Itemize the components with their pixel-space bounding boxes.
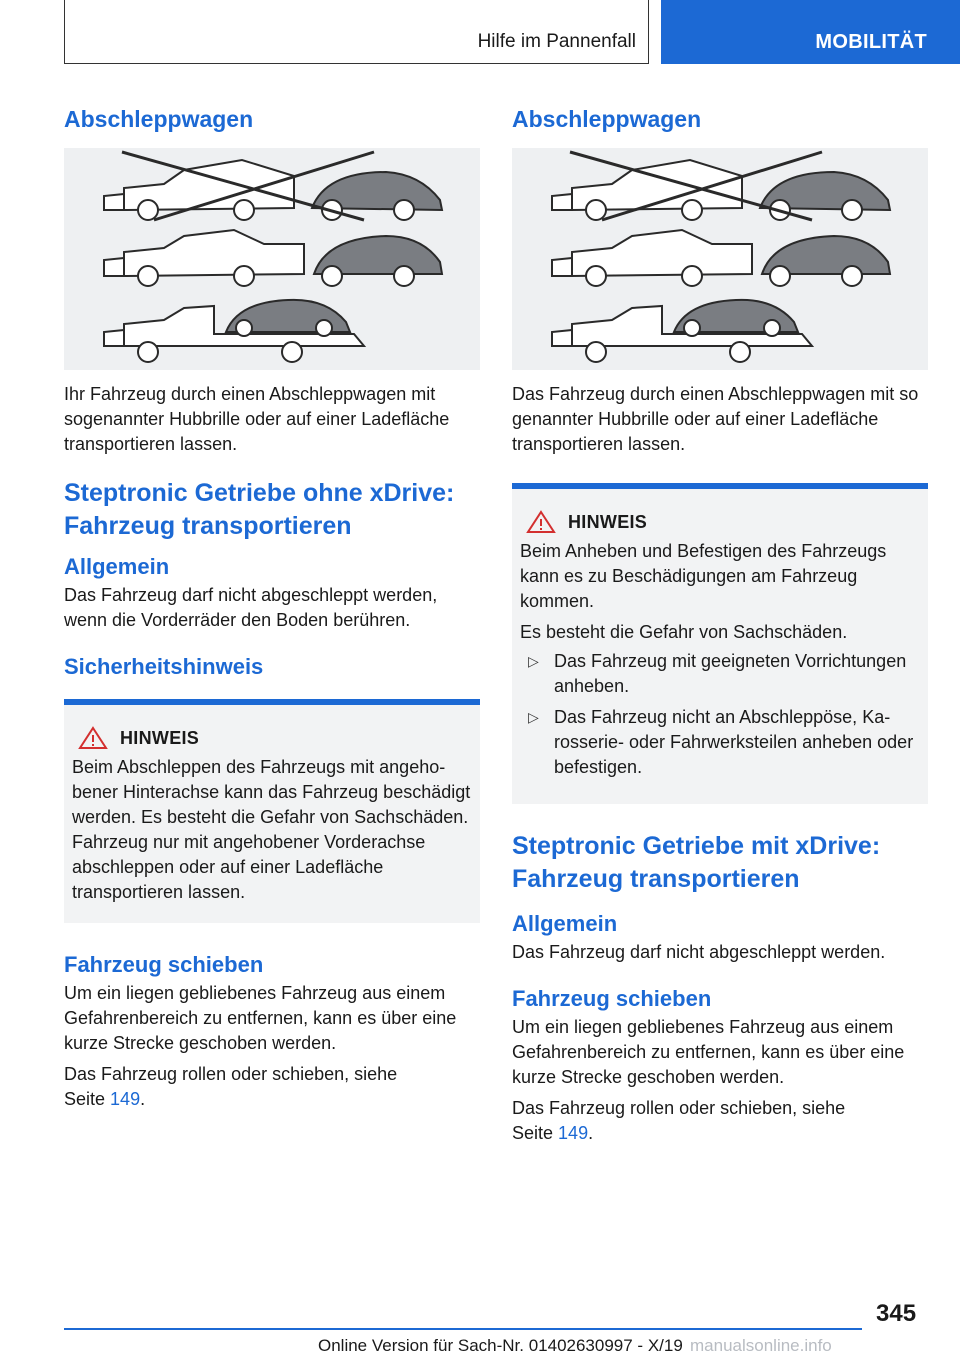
right-notice-box — [512, 483, 928, 804]
page-number: 345 — [876, 1300, 917, 1327]
left-subheading-schieben: Fahrzeug schieben — [64, 952, 264, 977]
header-chapter-tab — [661, 0, 960, 64]
left-heading-ohne-xdrive: Steptronic Getriebe ohne xDrive: Fahrzeug transportieren — [64, 479, 455, 540]
notice-title: HINWEIS — [120, 727, 200, 748]
notice-text-1: Beim Anheben und Befestigen des Fahrzeugs kann es zu Beschädigungen am Fahrzeug kommen. — [520, 541, 887, 611]
left-page-link[interactable]: 149 — [110, 1089, 141, 1109]
right-heading-abschleppwagen: Abschleppwagen — [512, 106, 702, 132]
left-para-schieben: Um ein liegen gebliebenes Fahrzeug aus einem Gefahrenbereich zu entfernen, kann es über eine kurze Strecke geschoben werden. — [64, 983, 457, 1053]
header-chapter-title: MOBILITÄT — [815, 31, 927, 53]
left-para-intro: Ihr Fahrzeug durch einen Abschleppwagen mit sogenannter Hubbrille oder auf einer Ladefläche transportieren lassen. — [64, 384, 450, 454]
footer-divider — [64, 1328, 862, 1330]
notice-header — [520, 509, 920, 535]
left-para-rollen-text: Das Fahrzeug rollen oder schieben, siehe — [64, 1064, 398, 1084]
right-page-link[interactable]: 149 — [558, 1123, 589, 1143]
bullet-triangle-icon: ▷ — [528, 653, 539, 669]
right-period: . — [588, 1123, 594, 1143]
notice-text-2: Es besteht die Gefahr von Sachschäden. — [520, 622, 848, 642]
footer-online-version: Online Version für Sach-Nr. 01402630997 - X/19 — [318, 1336, 683, 1355]
header-section-box — [64, 0, 649, 64]
watermark: manualsonline.info — [690, 1336, 832, 1355]
right-subheading-schieben: Fahrzeug schieben — [512, 986, 712, 1011]
right-para-rollen-text: Das Fahrzeug rollen oder schieben, siehe — [512, 1098, 846, 1118]
left-subheading-allgemein: Allgemein — [64, 554, 170, 579]
tow-truck-figure-icon — [64, 148, 480, 370]
right-para-schieben: Um ein liegen gebliebenes Fahrzeug aus einem Gefahrenbereich zu entfernen, kann es über eine kurze Strecke geschoben werden. — [512, 1017, 905, 1087]
list-item: ▷ Das Fahrzeug mit geeigneten Vorrichtungen anheben. — [528, 651, 907, 696]
notice-title: HINWEIS — [568, 511, 648, 532]
warning-triangle-icon — [78, 726, 108, 750]
notice-bullet-list — [520, 649, 920, 780]
right-para-allgemein: Das Fahrzeug darf nicht abgeschleppt werden. — [512, 942, 886, 962]
towing-illustration — [64, 148, 480, 370]
warning-triangle-icon — [526, 510, 556, 534]
notice-text: Beim Abschleppen des Fahrzeugs mit angehobener Hinterachse kann das Fahrzeug beschädigt werden. Es besteht die Gefahr von Sachschäden. Fahrzeug nur mit angehobener Vorderachse abschleppen oder auf einer Ladefläche transportieren lassen. — [72, 757, 471, 902]
left-column — [64, 100, 480, 1112]
right-para-rollen — [512, 1096, 928, 1146]
tow-truck-figure-icon — [512, 148, 928, 370]
list-item: ▷ Das Fahrzeug nicht an Abschleppöse, Karosserie- oder Fahrwerksteilen anheben oder befestigen. — [528, 707, 914, 777]
right-heading-mit-xdrive: Steptronic Getriebe mit xDrive: Fahrzeug transportieren — [512, 832, 881, 893]
right-para-intro: Das Fahrzeug durch einen Abschleppwagen mit so genannter Hubbrille oder auf einer Ladefläche transportieren lassen. — [512, 384, 919, 454]
left-para-rollen — [64, 1062, 480, 1112]
left-subheading-sicherheit: Sicherheitshinweis — [64, 654, 264, 679]
bullet-triangle-icon: ▷ — [528, 709, 539, 725]
notice-header — [72, 725, 472, 751]
towing-illustration-right — [512, 148, 928, 370]
right-column — [512, 100, 928, 1146]
left-seite-label: Seite — [64, 1089, 106, 1109]
left-heading-abschleppwagen: Abschleppwagen — [64, 106, 254, 132]
left-notice-box — [64, 699, 480, 923]
left-period: . — [140, 1089, 146, 1109]
header-section-title: Hilfe im Pannenfall — [477, 31, 636, 52]
right-subheading-allgemein: Allgemein — [512, 911, 618, 936]
right-seite-label: Seite — [512, 1123, 554, 1143]
left-para-allgemein: Das Fahrzeug darf nicht abgeschleppt werden, wenn die Vorderräder den Boden berühren. — [64, 585, 438, 630]
